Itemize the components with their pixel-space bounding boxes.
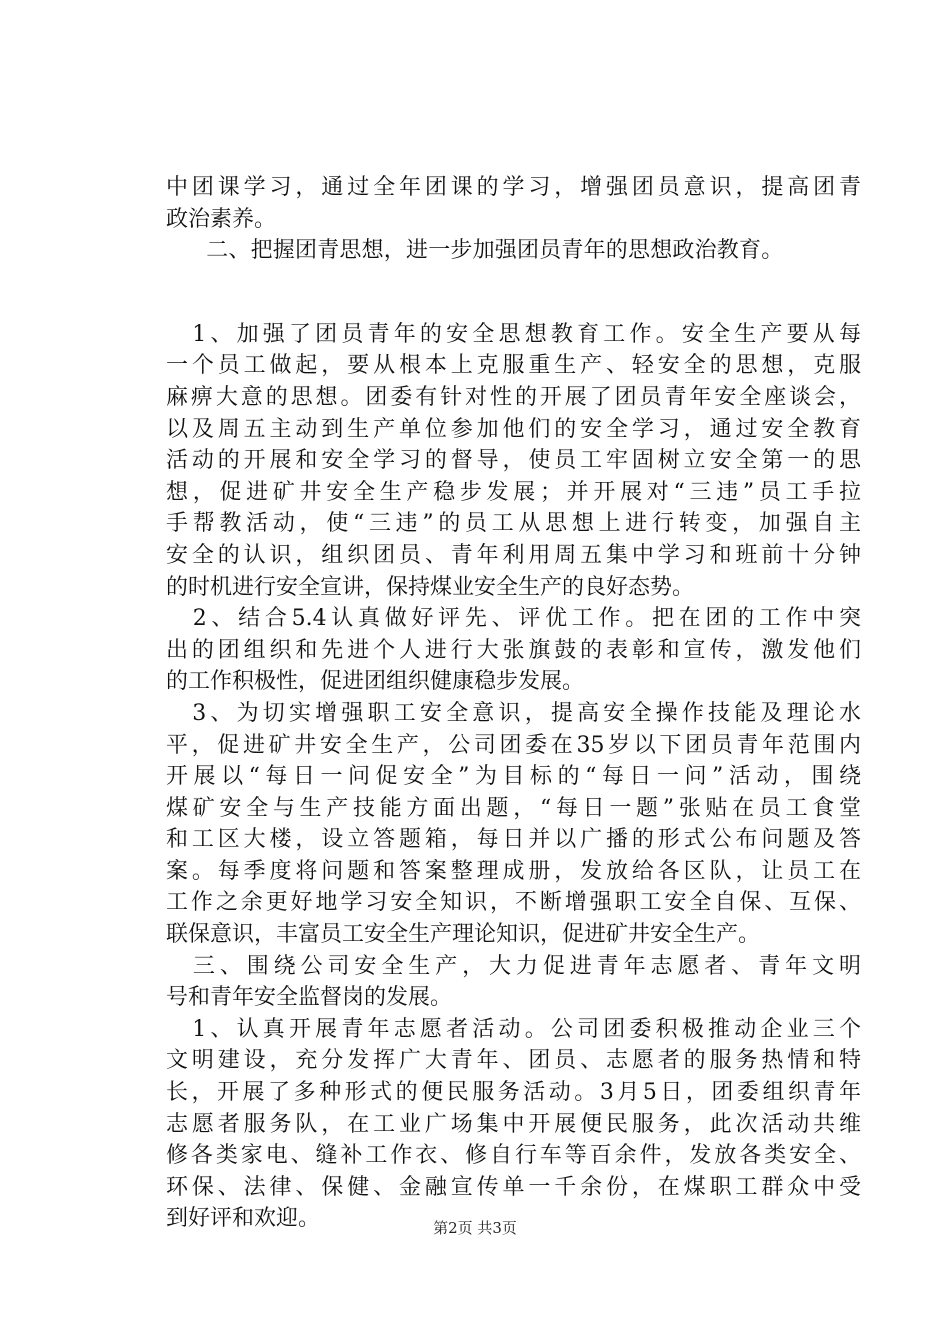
text-line: 想，促进矿井安全生产稳步发展；并开展对“三违”员工手拉 <box>166 479 861 505</box>
text-line: 煤矿安全与生产技能方面出题，“每日一题”张贴在员工食堂 <box>166 795 861 821</box>
paragraph-gap <box>166 267 861 319</box>
text-line: 的时机进行安全宣讲，保持煤业安全生产的良好态势。 <box>166 574 695 600</box>
page-number-footer: 第2页 共3页 <box>433 1219 517 1237</box>
text-line: 开展以“每日一问促安全”为目标的“每日一问”活动，围绕 <box>166 764 861 790</box>
text-line: 工作之余更好地学习安全知识，不断增强职工安全自保、互保、 <box>166 890 861 916</box>
text-line: 中团课学习，通过全年团课的学习，增强团员意识，提高团青 <box>166 175 861 200</box>
text-line: 案。每季度将问题和答案整理成册，发放给各区队，让员工在 <box>166 858 861 884</box>
section-heading: 二、把握团青思想，进一步加强团员青年的思想政治教育。 <box>184 238 784 264</box>
text-line: 修各类家电、缝补工作衣、修自行车等百余件，发放各类安全、 <box>166 1143 861 1169</box>
text-line: 安全的认识，组织团员、青年利用周五集中学习和班前十分钟 <box>166 542 861 568</box>
text-line: 平，促进矿井安全生产，公司团委在35岁以下团员青年范围内 <box>166 732 861 758</box>
text-line: 志愿者服务队，在工业广场集中开展便民服务，此次活动共维 <box>166 1111 861 1137</box>
text-line: 到好评和欢迎。 <box>166 1206 321 1232</box>
text-line: 和工区大楼，设立答题箱，每日并以广播的形式公布问题及答 <box>166 827 861 853</box>
text-line: 手帮教活动，使“三违”的员工从思想上进行转变，加强自主 <box>166 511 861 537</box>
text-line: 长，开展了多种形式的便民服务活动。3月5日，团委组织青年 <box>166 1080 861 1106</box>
text-line: 环保、法律、保健、金融宣传单一千余份，在煤职工群众中受 <box>166 1174 861 1200</box>
text-line: 文明建设，充分发挥广大青年、团员、志愿者的服务热情和特 <box>166 1048 861 1074</box>
text-line: 联保意识，丰富员工安全生产理论知识，促进矿井安全生产。 <box>166 922 761 948</box>
text-line: 麻痹大意的思想。团委有针对性的开展了团员青年安全座谈会， <box>166 384 861 410</box>
document-body <box>166 172 861 1235</box>
text-line: 出的团组织和先进个人进行大张旗鼓的表彰和宣传，激发他们 <box>166 637 861 663</box>
text-line: 政治素养。 <box>166 206 277 232</box>
text-line: 2、结合5.4认真做好评先、评优工作。把在团的工作中突 <box>166 606 861 632</box>
text-line: 活动的开展和安全学习的督导，使员工牢固树立安全第一的思 <box>166 448 861 474</box>
text-line: 3、为切实增强职工安全意识，提高安全操作技能及理论水 <box>166 700 861 726</box>
section-heading: 三、围绕公司安全生产，大力促进青年志愿者、青年文明 <box>166 953 861 979</box>
text-line: 一个员工做起，要从根本上克服重生产、轻安全的思想，克服 <box>166 353 861 379</box>
section-heading: 号和青年安全监督岗的发展。 <box>166 985 453 1011</box>
text-line: 1、加强了团员青年的安全思想教育工作。安全生产要从每 <box>166 321 861 347</box>
text-line: 的工作积极性，促进团组织健康稳步发展。 <box>166 669 585 695</box>
text-line: 以及周五主动到生产单位参加他们的安全学习，通过安全教育 <box>166 416 861 442</box>
text-line: 1、认真开展青年志愿者活动。公司团委积极推动企业三个 <box>166 1016 861 1042</box>
